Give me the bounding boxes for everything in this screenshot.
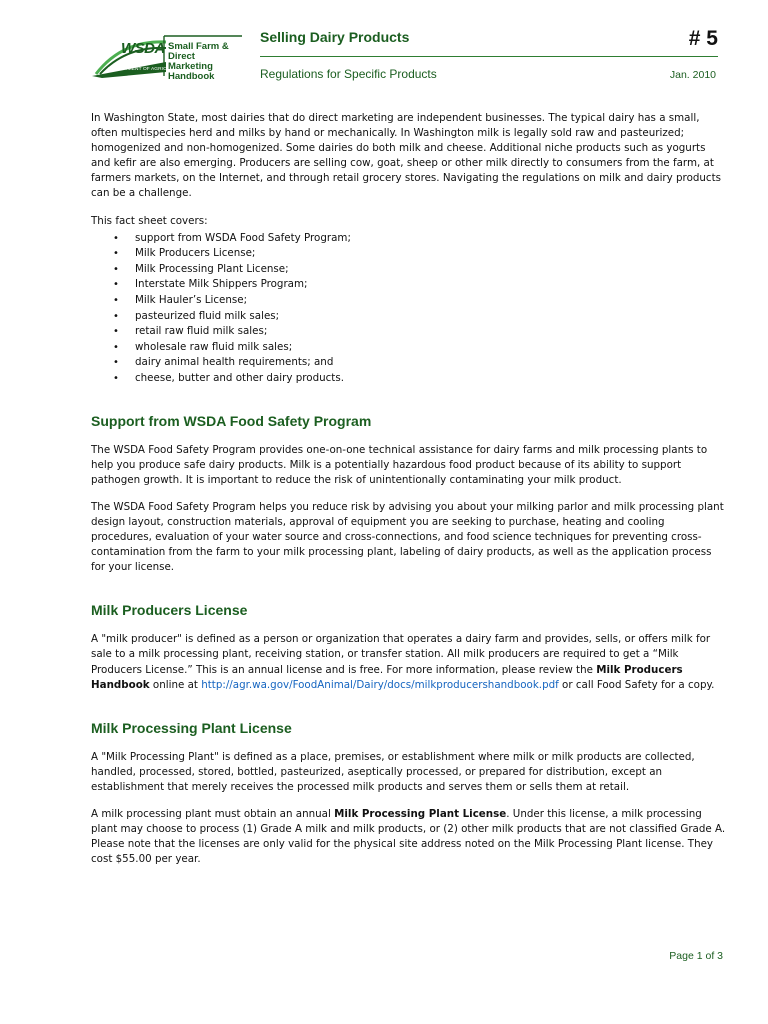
list-item: • dairy animal health requirements; and (91, 355, 727, 371)
producers-license-paragraph (91, 632, 727, 692)
processing-text-b: . Under this license, a milk processing plant may choose to process (1) Grade A milk and milk products, or (2) other milk products that are not classified Grade A. Please note that the licenses are only valid for the physical site address noted on the Milk Processing Plant license. They cost $55.00 per year. (91, 808, 726, 866)
food-safety-paragraph-1: The WSDA Food Safety Program provides one-on-one technical assistance for dairy farms and milk processing plants to help you produce safe dairy products. Milk is a potentially hazardous food product because of its ability to support pathogen growth. It is important to reduce the risk of unintentionally contaminating your milk product. (91, 443, 708, 486)
list-item: • pasteurized fluid milk sales; (91, 309, 727, 325)
logo-department-text: DEPARTMENT OF AGRICULTURE (108, 67, 187, 72)
header-divider (260, 56, 718, 57)
producers-text-c: or call Food Safety for a copy. (558, 678, 715, 691)
document-date: Jan. 2010 (669, 69, 716, 81)
producers-text-a: A "milk producer" is defined as a person or organization that operates a dairy farm and provides, sells, or offers milk for sale to a milk processing plant, receiving station, or transfer station. All milk producers are required to get a “Milk Producers License.” This is an annual license and is free. For more information, please review the (91, 633, 711, 676)
document-subtitle: Regulations for Specific Products (260, 67, 437, 81)
logo-line-1: Small Farm & (168, 41, 229, 52)
list-item: • retail raw fluid milk sales; (91, 324, 727, 340)
processing-text-a: A milk processing plant must obtain an annual (91, 808, 335, 820)
list-item: • Milk Producers License; (91, 246, 727, 262)
logo-line-2: Direct Marketing (168, 51, 213, 72)
list-item: • Milk Hauler’s License; (91, 293, 727, 309)
logo-wsda-text: WSDA (121, 40, 165, 57)
producers-text-b: online at (149, 678, 202, 691)
list-item: • support from WSDA Food Safety Program; (91, 231, 727, 247)
processing-plant-paragraph-2 (91, 807, 727, 867)
list-item: • cheese, butter and other dairy products. (91, 371, 727, 387)
intro-paragraph: In Washington State, most dairies that do direct marketing are independent businesses. The typical dairy has a small, often multispecies herd and milks by hand or mechanically. In Washington milk is legally sold raw and pasteurized; homogenized and non-homogenized. Some dairies do both milk and cheese. Additional niche products such as yogurts and kefir are also emerging. Producers are selling cow, goat, sheep or other milk directly to consumers from the farm, at farmers markets, on the Internet, and through retail grocery stores. Navigating the regulations on milk and dairy products can be a challenge. (91, 112, 721, 200)
list-item: • wholesale raw fluid milk sales; (91, 340, 727, 356)
section-heading-processing-plant: Milk Processing Plant License (91, 719, 292, 736)
document-title: Selling Dairy Products (260, 29, 410, 45)
producers-handbook-title: Milk Producers Handbook (91, 663, 683, 691)
logo-handbook-text (168, 42, 242, 82)
covers-label: This fact sheet covers: (91, 214, 208, 227)
wsda-logo (92, 34, 242, 82)
food-safety-paragraph-2: The WSDA Food Safety Program helps you reduce risk by advising you about your milking parlor and milk processing plant design layout, construction materials, approval of equipment you are seeking to purchase, heating and cooling procedures, evaluation of your water source and cross-connections, and food science techniques for preventing cross-contamination from the farm to your milk processing plant, labeling of dairy products, as well as the application process for your license. (91, 500, 724, 574)
section-heading-producers-license: Milk Producers License (91, 602, 248, 619)
covers-list (91, 231, 727, 387)
document-body (91, 111, 727, 867)
processing-license-name: Milk Processing Plant License (334, 808, 507, 820)
processing-plant-paragraph-1: A "Milk Processing Plant" is defined as a place, premises, or establishment where milk or milk products are collected, handled, processed, stored, bottled, pasteurized, aseptically processed, or prepared for distribution, except an establishment that merely receives the processed milk products and serves them or sells them at retail. (91, 750, 695, 793)
section-heading-food-safety: Support from WSDA Food Safety Program (91, 412, 372, 429)
fact-sheet-number: # 5 (688, 27, 718, 50)
list-item: • Milk Processing Plant License; (91, 262, 727, 278)
producers-handbook-link[interactable]: http://agr.wa.gov/FoodAnimal/Dairy/docs/milkproducershandbook.pdf (201, 678, 559, 691)
logo-line-3: Handbook (168, 71, 215, 82)
page-number: Page 1 of 3 (669, 950, 723, 962)
list-item: • Interstate Milk Shippers Program; (91, 277, 727, 293)
